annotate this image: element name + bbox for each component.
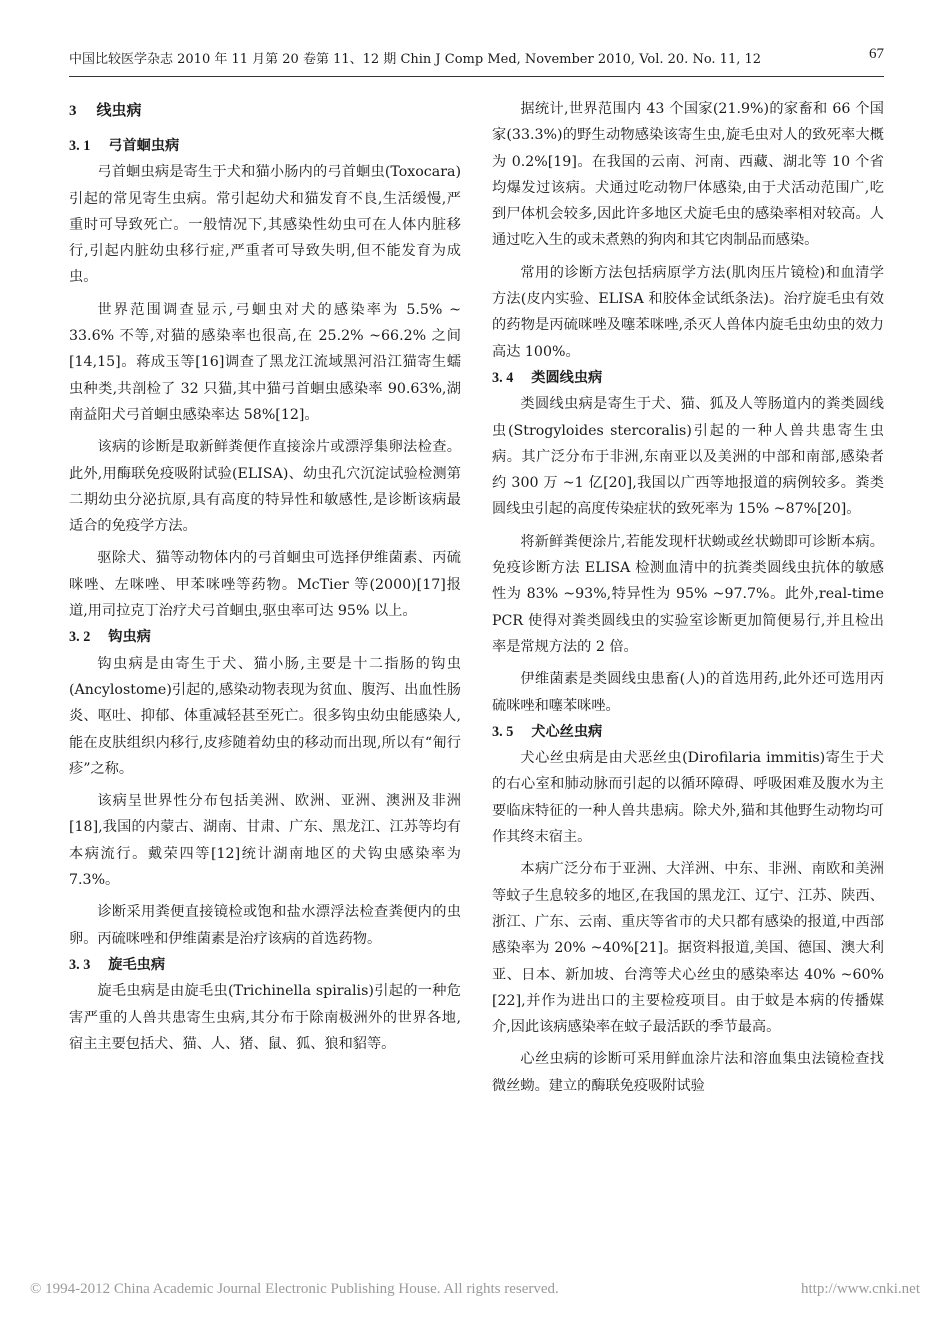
paragraph: 诊断采用粪便直接镜检或饱和盐水漂浮法检查粪便内的虫卵。丙硫咪唑和伊维菌素是治疗该病的首选药物。 <box>69 904 461 947</box>
paragraph: 类圆线虫病是寄生于犬、猫、狐及人等肠道内的粪类圆线虫(Strogyloides stercoralis)引起的一种人兽共患寄生虫病。其广泛分布于非洲,东南亚以及美洲的中部和南部,感染者约 300 万 ~1 亿[20],我国以广西等地报道的病例较多。粪类圆线虫引起的高度传染症状的致死率为 15% ~87%[20]。 <box>492 396 884 518</box>
paragraph: 该病呈世界性分布包括美洲、欧洲、亚洲、澳洲及非洲[18],我国的内蒙古、湖南、甘肃、广东、黑龙江、江苏等均有本病流行。戴荣四等[12]统计湖南地区的犬钩虫感染率为 7.3%。 <box>69 793 461 889</box>
section-heading-3-2: 3. 2 钩虫病 <box>69 629 151 646</box>
journal-citation: 中国比较医学杂志 2010 年 11 月第 20 卷第 11、12 期 Chin J Comp Med, November 2010, Vol. 20. No. 11, 12 <box>69 52 762 67</box>
paragraph: 弓首蛔虫病是寄生于犬和猫小肠内的弓首蛔虫(Toxocara)引起的常见寄生虫病。常引起幼犬和猫发育不良,生活缓慢,严重时可导致死亡。一般情况下,其感染性幼虫可在人体内脏移行,引起内脏幼虫移行症,严重者可导致失明,但不能发育为成虫。 <box>69 164 461 286</box>
section-heading-3-4: 3. 4 类圆线虫病 <box>492 369 603 386</box>
paragraph: 该病的诊断是取新鲜粪便作直接涂片或漂浮集卵法检查。此外,用酶联免疫吸附试验(ELISA)、幼虫孔穴沉淀试验检测第二期幼虫分泌抗原,具有高度的特异性和敏感性,是诊断该病最适合的免疫学方法。 <box>69 439 461 535</box>
paragraph: 伊维菌素是类圆线虫患畜(人)的首选用药,此外还可选用丙硫咪唑和噻苯咪唑。 <box>492 671 884 714</box>
paragraph: 旋毛虫病是由旋毛虫(Trichinella spiralis)引起的一种危害严重的人兽共患寄生虫病,其分布于除南极洲外的世界各地,宿主主要包括犬、猫、人、猪、鼠、狐、狼和貂等。 <box>69 983 461 1052</box>
section-heading-3-5: 3. 5 犬心丝虫病 <box>492 723 603 740</box>
paragraph: 将新鲜粪便涂片,若能发现杆状蚴或丝状蚴即可诊断本病。免疫诊断方法 ELISA 检测血清中的抗粪类圆线虫抗体的敏感性为 83% ~93%,特异性为 95% ~97.7%。此外,real-time PCR 使得对粪类圆线虫的实验室诊断更加简便易行,并且检出率是常规方法的 2 倍。 <box>492 533 884 655</box>
section-heading-3-3: 3. 3 旋毛虫病 <box>69 956 166 973</box>
copyright-text: © 1994-2012 China Academic Journal Electronic Publishing House. All rights reserved. <box>30 1281 559 1297</box>
paragraph: 钩虫病是由寄生于犬、猫小肠,主要是十二指肠的钩虫(Ancylostome)引起的,感染动物表现为贫血、腹泻、出血性肠炎、呕吐、抑郁、体重减轻甚至死亡。很多钩虫幼虫能感染人,能在皮肤组织内移行,皮疹随着幼虫的移动而出现,所以有“匍行疹”之称。 <box>69 655 461 777</box>
cnki-link[interactable]: http://www.cnki.net <box>800 1281 920 1297</box>
copyright-footer <box>30 1281 920 1298</box>
paragraph: 心丝虫病的诊断可采用鲜血涂片法和溶血集虫法镜检查找微丝蚴。建立的酶联免疫吸附试验 <box>492 1051 884 1094</box>
section-heading-3-1: 3. 1 弓首蛔虫病 <box>69 138 180 154</box>
paragraph: 常用的诊断方法包括病原学方法(肌肉压片镜检)和血清学方法(皮内实验、ELISA 和胶体金试纸条法)。治疗旋毛虫有效的药物是丙硫咪唑及噻苯咪唑,杀灭人兽体内旋毛虫幼虫的效力高达 100%。 <box>492 264 884 360</box>
running-header <box>69 48 884 72</box>
paragraph: 世界范围调查显示,弓蛔虫对犬的感染率为 5.5% ~ 33.6% 不等,对猫的感染率也很高,在 25.2% ~66.2% 之间[14,15]。蒋成玉等[16]调查了黑龙江流域黑河沿江猫寄生蠕虫种类,共剖检了 32 只猫,其中猫弓首蛔虫感染率 90.63%,湖南益阳犬弓首蛔虫感染率达 58%[12]。 <box>69 301 461 423</box>
paragraph: 据统计,世界范围内 43 个国家(21.9%)的家畜和 66 个国家(33.3%)的野生动物感染该寄生虫,旋毛虫对人的致死率大概为 0.2%[19]。在我国的云南、河南、西藏、湖北等 10 个省均爆发过该病。犬通过吃动物尸体感染,由于犬活动范围广,吃到尸体机会较多,因此许多地区犬旋毛虫的感染率相对较高。人通过吃入生的或未煮熟的狗肉和其它肉制品而感染。 <box>492 101 884 249</box>
paragraph: 犬心丝虫病是由犬恶丝虫(Dirofilaria immitis)寄生于犬的右心室和肺动脉而引起的以循环障碍、呼吸困难及腹水为主要临床特征的一种人兽共患病。除犬外,猫和其他野生动物均可作其终末宿主。 <box>492 750 884 846</box>
right-column <box>492 96 884 1099</box>
left-column <box>69 96 461 1057</box>
section-heading-3: 3 线虫病 <box>69 101 142 119</box>
header-rule <box>69 76 884 77</box>
paragraph: 驱除犬、猫等动物体内的弓首蛔虫可选择伊维菌素、丙硫咪唑、左咪唑、甲苯咪唑等药物。McTier 等(2000)[17]报道,用司拉克丁治疗犬弓首蛔虫,驱虫率可达 95% 以上。 <box>69 550 461 620</box>
paragraph: 本病广泛分布于亚洲、大洋洲、中东、非洲、南欧和美洲等蚊子生息较多的地区,在我国的黑龙江、辽宁、江苏、陕西、浙江、广东、云南、重庆等省市的犬只都有感染的报道,中西部感染率为 20% ~40%[21]。据资料报道,美国、德国、澳大利亚、日本、新加坡、台湾等犬心丝虫的感染率达 40% ~60%[22],并作为进出口的主要检疫项目。由于蚊是本病的传播媒介,因此该病感染率在蚊子最活跃的季节最高。 <box>492 861 884 1036</box>
page-number: 67 <box>869 46 884 62</box>
